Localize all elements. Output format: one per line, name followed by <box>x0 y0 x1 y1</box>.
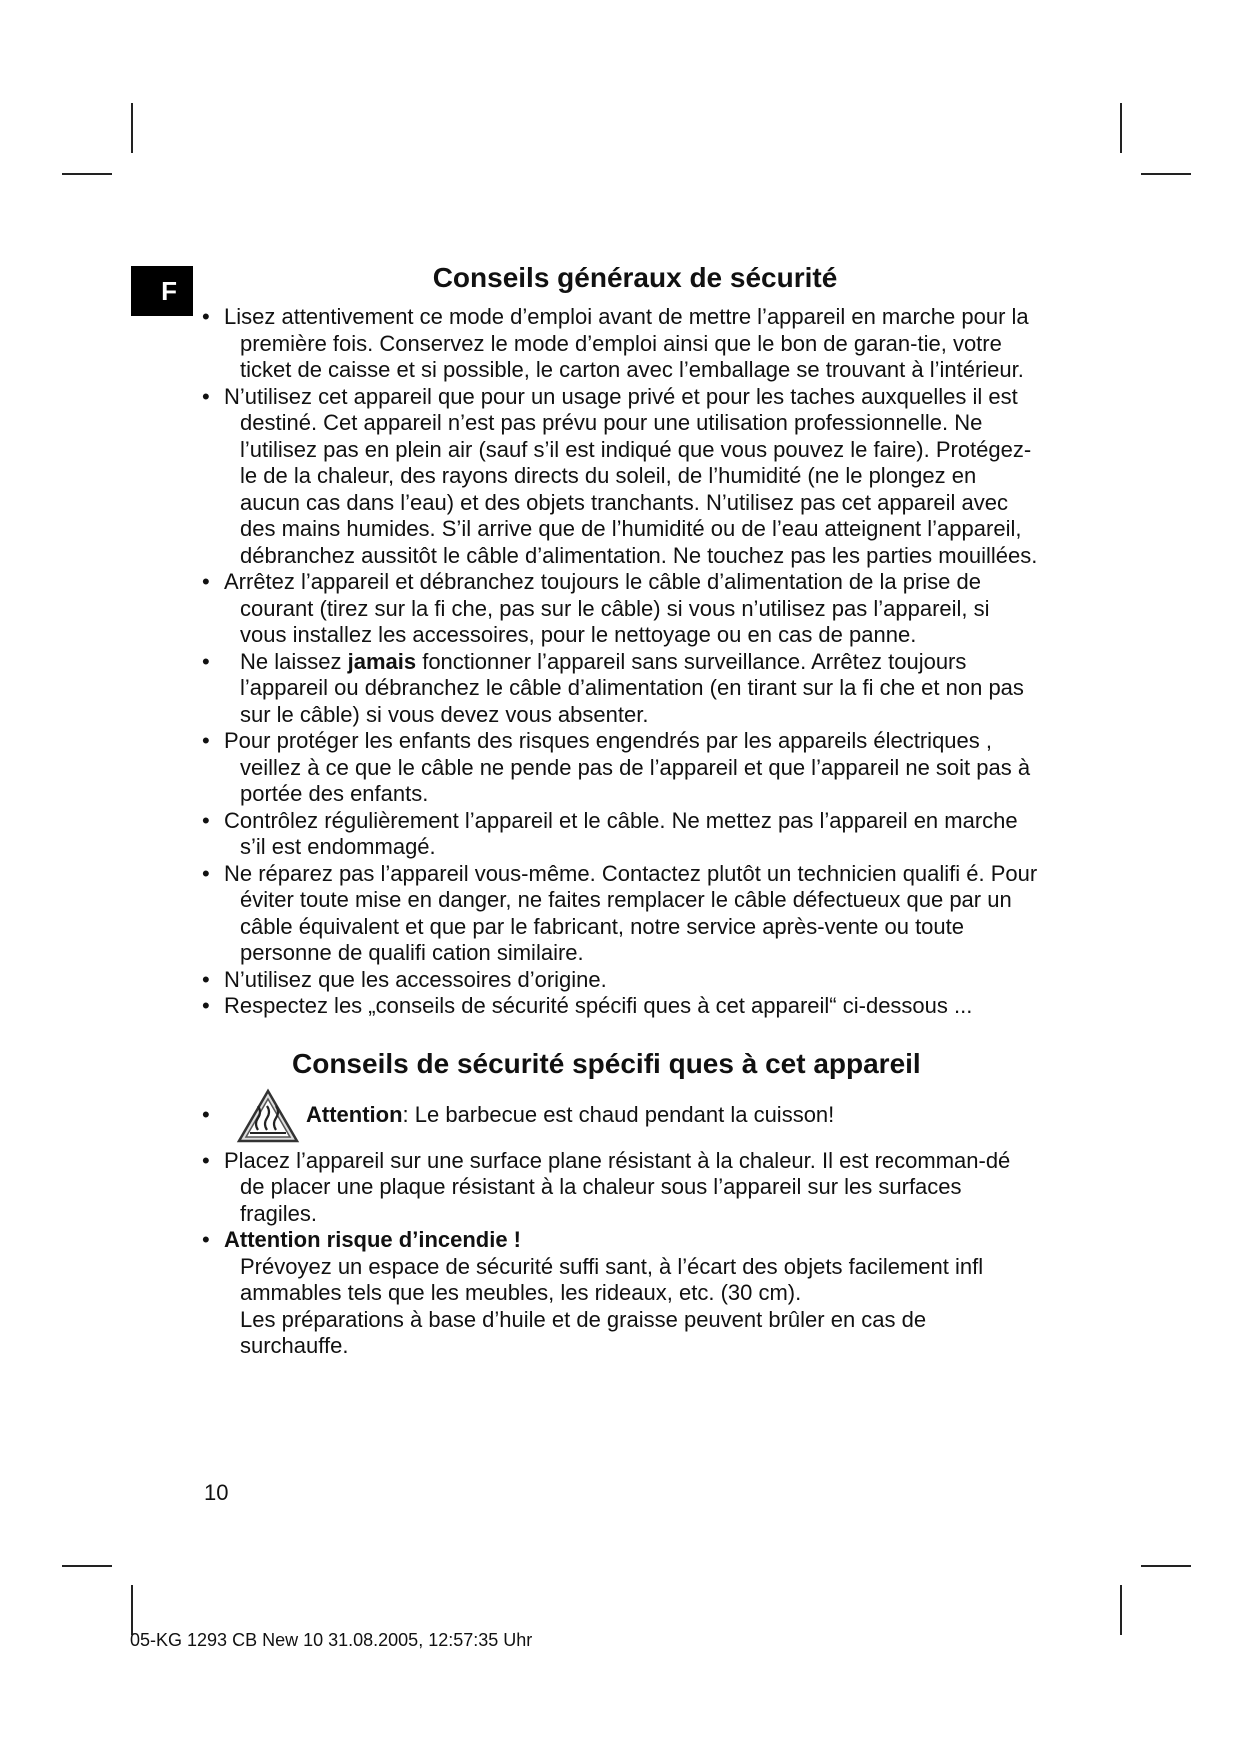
language-tab: F <box>131 266 193 316</box>
crop-mark <box>1120 103 1122 153</box>
fire-risk-text: Les préparations à base d’huile et de graisse peuvent brûler en cas de surchauffe. <box>240 1306 927 1358</box>
crop-mark <box>131 1585 133 1635</box>
attention-text: : Le barbecue est chaud pendant la cuisson! <box>402 1102 835 1128</box>
general-safety-list <box>200 304 1040 1020</box>
list-item-fire-risk <box>200 1227 1040 1360</box>
crop-mark <box>1141 1565 1191 1567</box>
list-item: • Ne réparez pas l’appareil vous-même. Contactez plutôt un technicien qualifi é. Pour éviter toute mise en danger, ne faites remplacer le câble défectueux que par un câble équivalent et que par le fabricant, notre service après-vente ou toute personne de qualifi cation similaire. <box>200 861 1040 967</box>
crop-mark <box>62 1565 112 1567</box>
section-title-general-safety: Conseils généraux de sécurité <box>432 262 838 293</box>
fire-risk-text: Prévoyez un espace de sécurité suffi sant, à l’écart des objets facilement infl ammables tels que les meubles, les rideaux, etc. (30 cm). <box>240 1253 984 1305</box>
attention-hot-item <box>200 1088 1040 1144</box>
list-item: • Pour protéger les enfants des risques engendrés par les appareils électriques , veillez à ce que le câble ne pende pas de l’appareil et que l’appareil ne soit pas à portée des enfants. <box>200 728 1040 808</box>
list-item: • Contrôlez régulièrement l’appareil et le câble. Ne mettez pas l’appareil en marche s’il est endommagé. <box>200 808 1040 861</box>
hot-surface-warning-icon <box>236 1088 300 1144</box>
list-item: • Lisez attentivement ce mode d’emploi avant de mettre l’appareil en marche pour la première fois. Conservez le mode d’emploi ainsi que le bon de garan-tie, votre ticket de caisse et si possible, le carton avec l’emballage se trouvant à l’intérieur. <box>200 304 1040 384</box>
page-content <box>200 258 1040 1360</box>
crop-mark <box>131 103 133 153</box>
fire-risk-title: Attention risque d’incendie ! <box>224 1227 522 1252</box>
attention-label: Attention <box>306 1102 403 1128</box>
section-specific-safety <box>200 1044 1040 1360</box>
list-item: • N’utilisez cet appareil que pour un usage privé et pour les taches auxquelles il est destiné. Cet appareil n’est pas prévu pour une utilisation professionnelle. Ne l’utilisez pas en plein air (sauf s’il est indiqué que vous pouvez le faire). Protégez-le de la chaleur, des rayons directs du soleil, de l’humidité (ne le plongez en aucun cas dans l’eau) et des objets tranchants. N’utilisez pas cet appareil avec des mains humides. S’il arrive que de l’humidité ou de l’eau atteignent l’appareil, débranchez aussitôt le câble d’alimentation. Ne touchez pas les parties mouillées. <box>200 384 1040 570</box>
list-item: • Placez l’appareil sur une surface plane résistant à la chaleur. Il est recomman-dé de placer une plaque résistant à la chaleur sous l’appareil sur les surfaces fragiles. <box>200 1148 1040 1228</box>
item-text: fonctionner l’appareil sans surveillance. Arrêtez toujours l’appareil ou débranchez le câble d’alimentation (en tirant sur la fi che et non pas sur le câble) si vous devez vous absenter. <box>240 648 1024 727</box>
crop-mark <box>1141 173 1191 175</box>
print-slug: 05-KG 1293 CB New 10 31.08.2005, 12:57:35 Uhr <box>130 1630 533 1650</box>
list-item <box>200 649 1040 729</box>
item-text: Ne laissez <box>240 648 348 674</box>
crop-mark <box>1120 1585 1122 1635</box>
section-title-specific-safety: Conseils de sécurité spécifi ques à cet appareil <box>292 1047 921 1079</box>
list-item: • Arrêtez l’appareil et débranchez toujours le câble d’alimentation de la prise de courant (tirez sur la fi che, pas sur le câble) si vous n’utilisez pas l’appareil, si vous installez les accessoires, pour le nettoyage ou en cas de panne. <box>200 569 1040 649</box>
page-number: 10 <box>204 1480 229 1505</box>
list-item: • Respectez les „conseils de sécurité spécifi ques à cet appareil“ ci-dessous ... <box>200 993 1040 1020</box>
emphasis-text: jamais <box>347 648 417 674</box>
crop-mark <box>62 173 112 175</box>
list-item: • N’utilisez que les accessoires d’origine. <box>200 967 1040 994</box>
specific-safety-list <box>200 1148 1040 1360</box>
